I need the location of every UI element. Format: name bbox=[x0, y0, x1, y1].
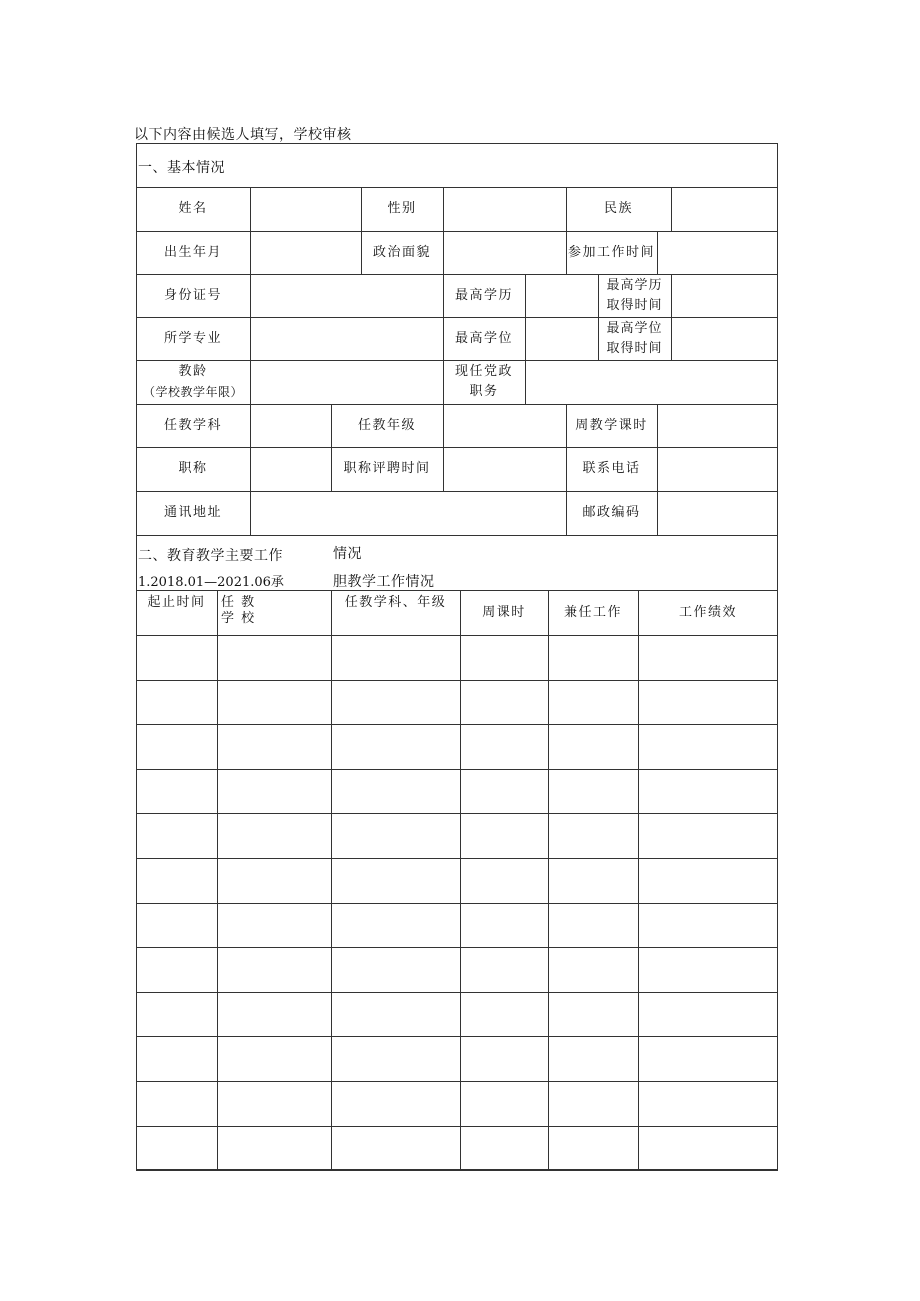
section-work-title-tail: 情况 bbox=[333, 546, 362, 562]
table-cell[interactable] bbox=[639, 814, 777, 857]
table-row-divider bbox=[136, 1170, 778, 1171]
table-cell[interactable] bbox=[332, 725, 459, 768]
table-cell[interactable] bbox=[332, 948, 459, 991]
label-title-date: 职称评聘时间 bbox=[343, 461, 431, 476]
label-phone: 联系电话 bbox=[582, 461, 641, 476]
table-cell[interactable] bbox=[461, 770, 547, 813]
field-major[interactable] bbox=[251, 318, 442, 359]
field-work-start[interactable] bbox=[658, 232, 777, 273]
field-subject[interactable] bbox=[251, 405, 330, 446]
field-ethnicity[interactable] bbox=[672, 188, 777, 230]
table-cell[interactable] bbox=[218, 948, 330, 991]
table-cell[interactable] bbox=[137, 859, 216, 902]
table-cell[interactable] bbox=[461, 1127, 547, 1170]
field-highest-degree[interactable] bbox=[526, 318, 597, 359]
table-cell[interactable] bbox=[549, 1082, 637, 1125]
table-cell[interactable] bbox=[549, 1037, 637, 1080]
label-subject: 任教学科 bbox=[163, 417, 222, 433]
table-cell[interactable] bbox=[461, 681, 547, 724]
table-cell[interactable] bbox=[639, 636, 777, 679]
label-degree-date bbox=[598, 317, 671, 360]
table-cell[interactable] bbox=[549, 948, 637, 991]
table-cell[interactable] bbox=[137, 993, 216, 1036]
label-degree-date-line1: 最高学位 bbox=[606, 320, 663, 336]
table-cell[interactable] bbox=[137, 1127, 216, 1170]
table-cell[interactable] bbox=[332, 636, 459, 679]
label-degree-date-line2: 取得时间 bbox=[606, 340, 663, 356]
table-cell[interactable] bbox=[218, 1082, 330, 1125]
table-cell[interactable] bbox=[218, 1127, 330, 1170]
table-cell[interactable] bbox=[549, 1127, 637, 1170]
label-work-start: 参加工作时间 bbox=[567, 244, 655, 260]
label-teaching-years-note: （学校教学年限） bbox=[142, 385, 243, 399]
table-cell[interactable] bbox=[549, 770, 637, 813]
table-cell[interactable] bbox=[639, 725, 777, 768]
label-postcode: 邮政编码 bbox=[582, 505, 641, 520]
label-grade: 任教年级 bbox=[357, 417, 416, 433]
intro-note: 以下内容由候选人填写，学校审核 bbox=[134, 127, 352, 143]
table-cell[interactable] bbox=[137, 948, 216, 991]
label-party-post-line2: 职务 bbox=[469, 384, 499, 399]
table-cell[interactable] bbox=[218, 681, 330, 724]
field-teaching-years[interactable] bbox=[251, 361, 442, 403]
label-education-date bbox=[598, 274, 671, 317]
field-address[interactable] bbox=[251, 492, 565, 534]
label-name: 姓名 bbox=[178, 201, 208, 216]
label-highest-education: 最高学历 bbox=[454, 287, 513, 303]
table-cell[interactable] bbox=[639, 904, 777, 947]
table-cell[interactable] bbox=[549, 636, 637, 679]
label-id-number: 身份证号 bbox=[163, 287, 222, 303]
table-cell[interactable] bbox=[137, 904, 216, 947]
table-cell[interactable] bbox=[639, 1082, 777, 1125]
table-cell[interactable] bbox=[218, 725, 330, 768]
table-cell[interactable] bbox=[461, 1082, 547, 1125]
table-cell[interactable] bbox=[332, 814, 459, 857]
field-highest-education[interactable] bbox=[526, 275, 597, 316]
header-period: 起止时间 bbox=[147, 595, 206, 610]
table-cell[interactable] bbox=[639, 1127, 777, 1170]
table-cell[interactable] bbox=[332, 770, 459, 813]
table-cell[interactable] bbox=[639, 993, 777, 1036]
table-cell[interactable] bbox=[137, 770, 216, 813]
table-cell[interactable] bbox=[137, 1082, 216, 1125]
field-grade[interactable] bbox=[444, 405, 565, 446]
field-postcode[interactable] bbox=[658, 492, 777, 534]
table-cell[interactable] bbox=[218, 904, 330, 947]
table-cell[interactable] bbox=[461, 725, 547, 768]
table-cell[interactable] bbox=[218, 814, 330, 857]
label-education-date-line1: 最高学历 bbox=[606, 277, 663, 293]
table-cell[interactable] bbox=[218, 770, 330, 813]
table-cell[interactable] bbox=[549, 681, 637, 724]
table-cell[interactable] bbox=[332, 993, 459, 1036]
table-cell[interactable] bbox=[549, 814, 637, 857]
table-cell[interactable] bbox=[461, 948, 547, 991]
table-cell[interactable] bbox=[137, 681, 216, 724]
field-id-number[interactable] bbox=[251, 275, 442, 316]
table-cell[interactable] bbox=[461, 1037, 547, 1080]
table-cell[interactable] bbox=[639, 859, 777, 902]
section-basic-title: 一、基本情况 bbox=[138, 160, 225, 176]
header-concurrent-work: 兼任工作 bbox=[563, 604, 622, 620]
table-cell[interactable] bbox=[332, 904, 459, 947]
table-cell[interactable] bbox=[639, 948, 777, 991]
header-subject-grade: 任教学科、年级 bbox=[344, 595, 447, 610]
field-political[interactable] bbox=[444, 232, 565, 273]
field-birth[interactable] bbox=[251, 232, 360, 273]
label-education-date-line2: 取得时间 bbox=[606, 297, 663, 313]
table-cell[interactable] bbox=[218, 636, 330, 679]
section-work-subtitle: 胆教学工作情况 bbox=[333, 574, 435, 590]
table-cell[interactable] bbox=[218, 1037, 330, 1080]
table-cell[interactable] bbox=[639, 1037, 777, 1080]
table-cell[interactable] bbox=[461, 814, 547, 857]
field-education-date[interactable] bbox=[672, 275, 777, 316]
label-title: 职称 bbox=[178, 461, 208, 476]
section-work-period: 1.2018.01—2021.06承 bbox=[138, 575, 284, 590]
field-party-post[interactable] bbox=[526, 361, 777, 403]
table-cell[interactable] bbox=[461, 636, 547, 679]
label-major: 所学专业 bbox=[163, 330, 222, 346]
field-gender[interactable] bbox=[444, 188, 565, 230]
label-party-post-line1: 现任党政 bbox=[454, 364, 513, 379]
table-cell[interactable] bbox=[639, 770, 777, 813]
table-cell[interactable] bbox=[549, 725, 637, 768]
table-cell[interactable] bbox=[332, 1082, 459, 1125]
header-weekly-hours: 周课时 bbox=[482, 604, 526, 620]
table-cell[interactable] bbox=[461, 859, 547, 902]
section-work-title: 二、教育教学主要工作 bbox=[138, 548, 283, 564]
table-cell[interactable] bbox=[332, 681, 459, 724]
table-cell[interactable] bbox=[137, 1037, 216, 1080]
table-cell[interactable] bbox=[137, 814, 216, 857]
header-school-line2: 学 校 bbox=[221, 611, 256, 626]
table-cell[interactable] bbox=[461, 993, 547, 1036]
header-school bbox=[217, 594, 271, 628]
table-cell[interactable] bbox=[218, 993, 330, 1036]
field-phone[interactable] bbox=[658, 448, 777, 490]
table-cell[interactable] bbox=[461, 904, 547, 947]
table-cell[interactable] bbox=[218, 859, 330, 902]
field-title-date[interactable] bbox=[444, 448, 565, 490]
label-birth: 出生年月 bbox=[163, 244, 222, 260]
label-highest-degree: 最高学位 bbox=[454, 330, 513, 346]
table-cell[interactable] bbox=[137, 725, 216, 768]
table-cell[interactable] bbox=[549, 993, 637, 1036]
table-cell[interactable] bbox=[332, 1037, 459, 1080]
table-cell[interactable] bbox=[549, 859, 637, 902]
label-address: 通讯地址 bbox=[163, 505, 222, 520]
table-cell[interactable] bbox=[137, 636, 216, 679]
label-ethnicity: 民族 bbox=[603, 201, 633, 216]
label-political: 政治面貌 bbox=[372, 244, 431, 260]
label-gender: 性别 bbox=[387, 201, 417, 216]
label-teaching-years bbox=[136, 360, 250, 404]
header-school-line1: 任 教 bbox=[221, 595, 256, 610]
field-title[interactable] bbox=[251, 448, 330, 490]
label-weekly-hours: 周教学课时 bbox=[575, 417, 648, 433]
field-name[interactable] bbox=[251, 188, 360, 230]
label-party-post bbox=[443, 360, 525, 404]
table-cell[interactable] bbox=[639, 681, 777, 724]
field-weekly-hours[interactable] bbox=[658, 405, 777, 446]
header-performance: 工作绩效 bbox=[678, 604, 737, 620]
table-cell[interactable] bbox=[549, 904, 637, 947]
table-cell[interactable] bbox=[332, 859, 459, 902]
label-teaching-years-main: 教龄 bbox=[178, 364, 208, 379]
field-degree-date[interactable] bbox=[672, 318, 777, 359]
table-cell[interactable] bbox=[332, 1127, 459, 1170]
